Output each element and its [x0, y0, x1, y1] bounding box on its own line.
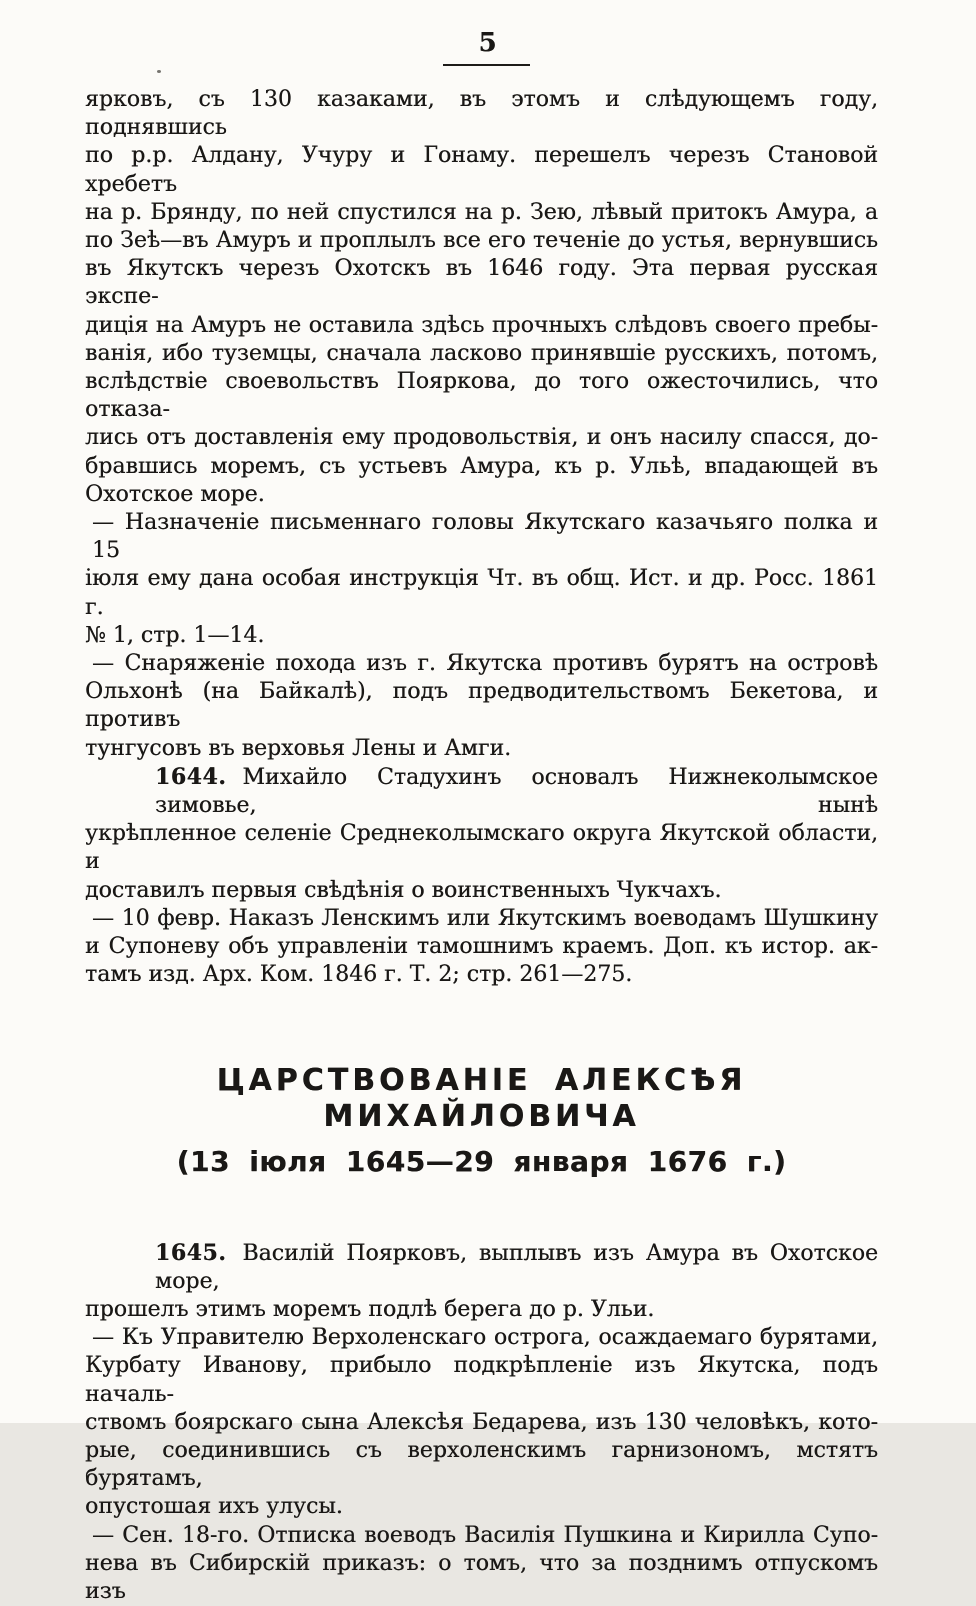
text-line: ствомъ боярскаго сына Алексѣя Бедарева, изъ 130 человѣкъ, кото-: [85, 1409, 878, 1437]
text-line: Охотское море.: [85, 481, 878, 509]
page-number: 5: [0, 28, 976, 58]
text-line-rest: Михайло Стадухинъ основалъ Нижнеколымское зимовье, нынѣ: [155, 765, 878, 818]
text-line: № 1, стр. 1—14.: [85, 622, 878, 650]
text-line: прошелъ этимъ моремъ подлѣ берега до р. Ульи.: [85, 1296, 878, 1324]
text-line: укрѣпленное селеніе Среднеколымскаго округа Якутской области, и: [85, 820, 878, 876]
text-line-rest: Василій Поярковъ, выплывъ изъ Амура въ Охотское море,: [155, 1241, 878, 1294]
text-line: тунгусовъ въ верховья Лены и Амги.: [85, 735, 878, 763]
text-line: опустошая ихъ улусы.: [85, 1493, 878, 1521]
text-line: по р.р. Алдану, Учуру и Гонаму. перешелъ черезъ Становой хребетъ: [85, 142, 878, 198]
paragraph: [85, 1239, 878, 1325]
text-block: [85, 86, 878, 1606]
text-line: лись отъ доставленія ему продовольствія, и онъ насилу спасся, до-: [85, 424, 878, 452]
text-line: тамъ изд. Арх. Ком. 1846 г. Т. 2; стр. 261—275.: [85, 961, 878, 989]
text-line: бравшись моремъ, съ устьевъ Амура, къ р. Ульѣ, впадающей въ: [85, 453, 878, 481]
text-line: — Къ Управителю Верхоленскаго острога, осаждаемаго бурятами,: [85, 1324, 878, 1352]
page-number-rule: [443, 64, 530, 66]
scan-speckle: [157, 70, 161, 73]
paragraph: [85, 86, 878, 509]
text-line: доставилъ первыя свѣдѣнія о воинственныхъ Чукчахъ.: [85, 877, 878, 905]
text-line: диція на Амуръ не оставила здѣсь прочныхъ слѣдовъ своего пребы-: [85, 312, 878, 340]
text-line: ванія, ибо туземцы, сначала ласково принявшіе русскихъ, потомъ,: [85, 340, 878, 368]
text-line: — Сен. 18-го. Отписка воеводъ Василія Пушкина и Кирилла Супо-: [85, 1522, 878, 1550]
paragraph: [85, 1522, 878, 1606]
paragraph: [85, 1324, 878, 1521]
text-line: нева въ Сибирскій приказъ: о томъ, что за позднимъ отпускомъ изъ: [85, 1550, 878, 1606]
year-label: 1644.: [155, 764, 242, 790]
paragraph: [85, 509, 878, 650]
paragraph: [85, 650, 878, 763]
text-line: — 10 февр. Наказъ Ленскимъ или Якутскимъ воеводамъ Шушкину: [85, 905, 878, 933]
text-line: Курбату Иванову, прибыло подкрѣпленіе изъ Якутска, подъ началь-: [85, 1352, 878, 1408]
reign-section: [85, 1239, 878, 1606]
text-line: Ольхонѣ (на Байкалѣ), подъ предводительствомъ Бекетова, и противъ: [85, 678, 878, 734]
text-line: [85, 1239, 878, 1296]
text-line: по Зеѣ—въ Амуръ и проплылъ все его теченіе до устья, вернувшись: [85, 227, 878, 255]
year-label: 1645.: [155, 1240, 242, 1266]
text-line: и Супоневу объ управленіи тамошнимъ краемъ. Доп. къ истор. ак-: [85, 933, 878, 961]
text-line: — Снаряженіе похода изъ г. Якутска противъ бурятъ на островѣ: [85, 650, 878, 678]
text-line: на р. Брянду, по ней спустился на р. Зею, лѣвый притокъ Амура, а: [85, 199, 878, 227]
text-line: вслѣдствіе своевольствъ Пояркова, до того ожесточились, что отказа-: [85, 368, 878, 424]
section-subtitle: (13 іюля 1645—29 января 1676 г.): [85, 1145, 878, 1179]
paragraph: [85, 763, 878, 905]
text-line: [85, 763, 878, 820]
section-title: ЦАРСТВОВАНІЕ АЛЕКСѢЯ МИХАЙЛОВИЧА: [85, 1063, 878, 1135]
text-line: рые, соединившись съ верхоленскимъ гарнизономъ, мстятъ бурятамъ,: [85, 1437, 878, 1493]
text-line: — Назначеніе письменнаго головы Якутскаго казачьяго полка и 15: [85, 509, 878, 565]
paragraph: [85, 905, 878, 990]
text-line: ярковъ, съ 130 казаками, въ этомъ и слѣдующемъ году, поднявшись: [85, 86, 878, 142]
text-line: іюля ему дана особая инструкція Чт. въ общ. Ист. и др. Росс. 1861 г.: [85, 565, 878, 621]
section-heading: [85, 1063, 878, 1179]
text-line: въ Якутскъ черезъ Охотскъ въ 1646 году. Эта первая русская экспе-: [85, 255, 878, 311]
